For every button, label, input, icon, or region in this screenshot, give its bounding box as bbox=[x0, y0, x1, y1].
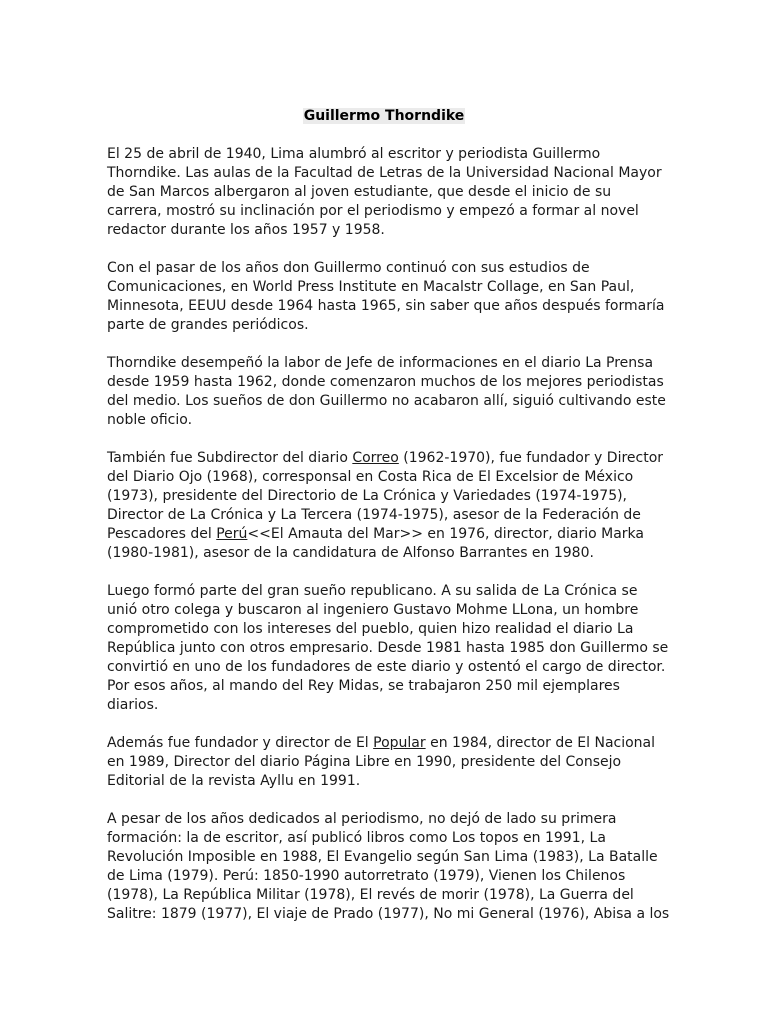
paragraph-7 bbox=[107, 810, 669, 924]
text-line: formación: la de escritor, así publicó libros como Los topos en 1991, La bbox=[107, 830, 606, 846]
text-line: diarios. bbox=[107, 697, 159, 713]
text-line: Editorial de la revista Ayllu en 1991. bbox=[107, 773, 361, 789]
text-line: Thorndike desempeñó la labor de Jefe de informaciones en el diario La Prensa bbox=[107, 355, 654, 371]
text-line: Comunicaciones, en World Press Institute en Macalstr Collage, en San Paul, bbox=[107, 279, 635, 295]
document-title-text: Guillermo Thorndike bbox=[303, 108, 465, 124]
paragraph-3 bbox=[107, 354, 669, 430]
document-body bbox=[107, 145, 669, 943]
text-line: en 1989, Director del diario Página Libre en 1990, presidente del Consejo bbox=[107, 754, 622, 770]
paragraph-6 bbox=[107, 734, 669, 791]
text-line: del medio. Los sueños de don Guillermo no acabaron allí, siguió cultivando este bbox=[107, 393, 666, 409]
text-line: Luego formó parte del gran sueño republicano. A su salida de La Crónica se bbox=[107, 583, 638, 599]
text-segment: (1962-1970), fue fundador y Director bbox=[398, 450, 664, 466]
text-line: República junto con otros empresario. Desde 1981 hasta 1985 don Guillermo se bbox=[107, 640, 669, 656]
text-line: Por esos años, al mando del Rey Midas, se trabajaron 250 mil ejemplares bbox=[107, 678, 620, 694]
text-line: (1978), La República Militar (1978), El revés de morir (1978), La Guerra del bbox=[107, 887, 634, 903]
paragraph-1 bbox=[107, 145, 669, 240]
paragraph-2 bbox=[107, 259, 669, 335]
paragraph-5 bbox=[107, 582, 669, 715]
text-line: comprometido con los intereses del pueblo, quien hizo realidad el diario La bbox=[107, 621, 634, 637]
text-line: Salitre: 1879 (1977), El viaje de Prado (1977), No mi General (1976), Abisa a los bbox=[107, 906, 670, 922]
text-line: desde 1959 hasta 1962, donde comenzaron muchos de los mejores periodistas bbox=[107, 374, 664, 390]
text-line: parte de grandes periódicos. bbox=[107, 317, 309, 333]
text-line: de San Marcos albergaron al joven estudiante, que desde el inicio de su bbox=[107, 184, 612, 200]
text-line: (1980-1981), asesor de la candidatura de Alfonso Barrantes en 1980. bbox=[107, 545, 594, 561]
text-line: El 25 de abril de 1940, Lima alumbró al escritor y periodista Guillermo bbox=[107, 146, 601, 162]
text-segment: <<El Amauta del Mar>> en 1976, director, diario Marka bbox=[247, 526, 645, 542]
paragraph-4 bbox=[107, 449, 669, 563]
link-correo[interactable]: Correo bbox=[352, 450, 399, 466]
text-line: Director de La Crónica y La Tercera (1974-1975), asesor de la Federación de bbox=[107, 507, 641, 523]
text-line: Con el pasar de los años don Guillermo continuó con sus estudios de bbox=[107, 260, 590, 276]
link-peru[interactable]: Perú bbox=[216, 526, 248, 542]
link-popular[interactable]: Popular bbox=[373, 735, 426, 751]
text-line: unió otro colega y buscaron al ingeniero Gustavo Mohme LLona, un hombre bbox=[107, 602, 639, 618]
text-line bbox=[107, 734, 669, 753]
text-line: del Diario Ojo (1968), corresponsal en Costa Rica de El Excelsior de México bbox=[107, 469, 634, 485]
text-line: redactor durante los años 1957 y 1958. bbox=[107, 222, 385, 238]
text-line: Minnesota, EEUU desde 1964 hasta 1965, sin saber que años después formaría bbox=[107, 298, 665, 314]
text-line: carrera, mostró su inclinación por el periodismo y empezó a formar al novel bbox=[107, 203, 639, 219]
text-segment: Además fue fundador y director de El bbox=[107, 735, 374, 751]
text-line: Thorndike. Las aulas de la Facultad de Letras de la Universidad Nacional Mayor bbox=[107, 165, 662, 181]
text-line bbox=[107, 525, 669, 544]
text-line: A pesar de los años dedicados al periodismo, no dejó de lado su primera bbox=[107, 811, 617, 827]
text-line: (1973), presidente del Directorio de La Crónica y Variedades (1974-1975), bbox=[107, 488, 628, 504]
document-title bbox=[0, 107, 768, 126]
text-segment: También fue Subdirector del diario bbox=[107, 450, 353, 466]
text-line: Revolución Imposible en 1988, El Evangelio según San Lima (1983), La Batalle bbox=[107, 849, 658, 865]
text-line bbox=[107, 449, 669, 468]
text-segment: Pescadores del bbox=[107, 526, 217, 542]
text-line: de Lima (1979). Perú: 1850-1990 autorretrato (1979), Vienen los Chilenos bbox=[107, 868, 626, 884]
text-line: noble oficio. bbox=[107, 412, 193, 428]
text-segment: en 1984, director de El Nacional bbox=[425, 735, 656, 751]
text-line: convirtió en uno de los fundadores de este diario y ostentó el cargo de director. bbox=[107, 659, 666, 675]
